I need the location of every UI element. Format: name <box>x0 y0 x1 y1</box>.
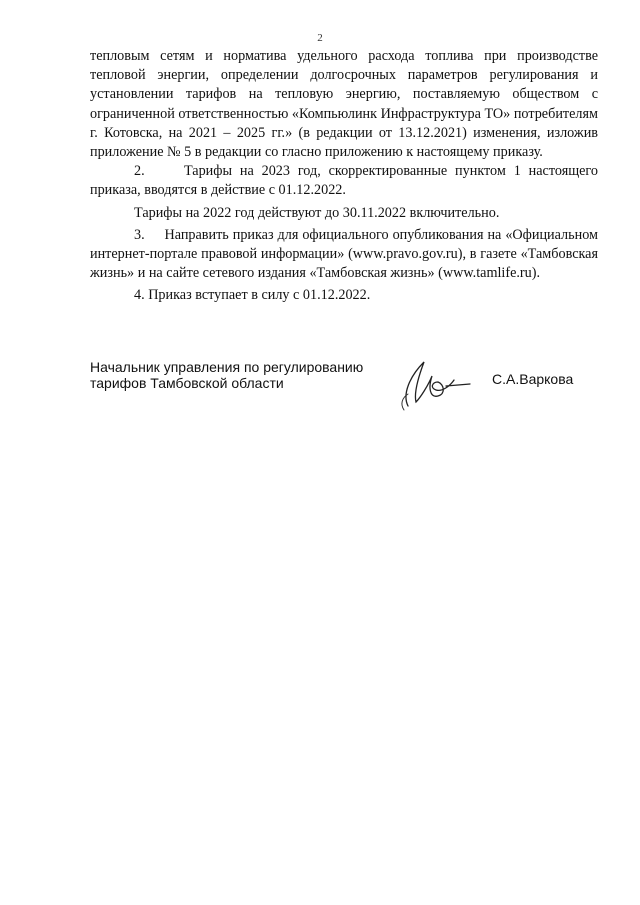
paragraph-continuation: тепловым сетям и норматива удельного расхода топлива при производстве тепловой энергии, определении долгосрочных параметров регулирования и установлении тарифов на тепловую энергию, поставляемую обществом с ограниченной ответственностью «Компьюлинк Инфраструктура ТО» потребителям г. Котовска, на 2021 – 2025 гг.» (в редакции от 13.12.2021) изменения, изложив приложение № 5 в редакции со гласно приложению к настоящему приказу. <box>90 48 598 161</box>
handwritten-signature <box>388 354 488 412</box>
signature-block <box>0 354 640 414</box>
paragraph-item-3: 3. Направить приказ для официального опубликования на «Официальном интернет-портале правовой информации» (www.pravo.gov.ru), в газете «Тамбовская жизнь» и на сайте сетевого издания «Тамбовская жизнь» (www.tamlife.ru). <box>90 226 598 282</box>
paragraph-item-4: 4. Приказ вступает в силу с 01.12.2022. <box>134 287 371 304</box>
paragraph-tariffs-2022: Тарифы на 2022 год действуют до 30.11.2022 включительно. <box>134 204 500 221</box>
signatory-name: С.А.Варкова <box>492 371 574 387</box>
paragraph-item-2: 2. Тарифы на 2023 год, скорректированные пунктом 1 настоящего приказа, вводятся в действие с 01.12.2022. <box>90 163 598 199</box>
signatory-title-line1: Начальник управления по регулированию <box>90 359 364 375</box>
page-number: 2 <box>317 32 323 44</box>
document-body <box>90 47 598 306</box>
signatory-title <box>90 359 390 391</box>
signatory-title-line2: тарифов Тамбовской области <box>90 375 284 391</box>
